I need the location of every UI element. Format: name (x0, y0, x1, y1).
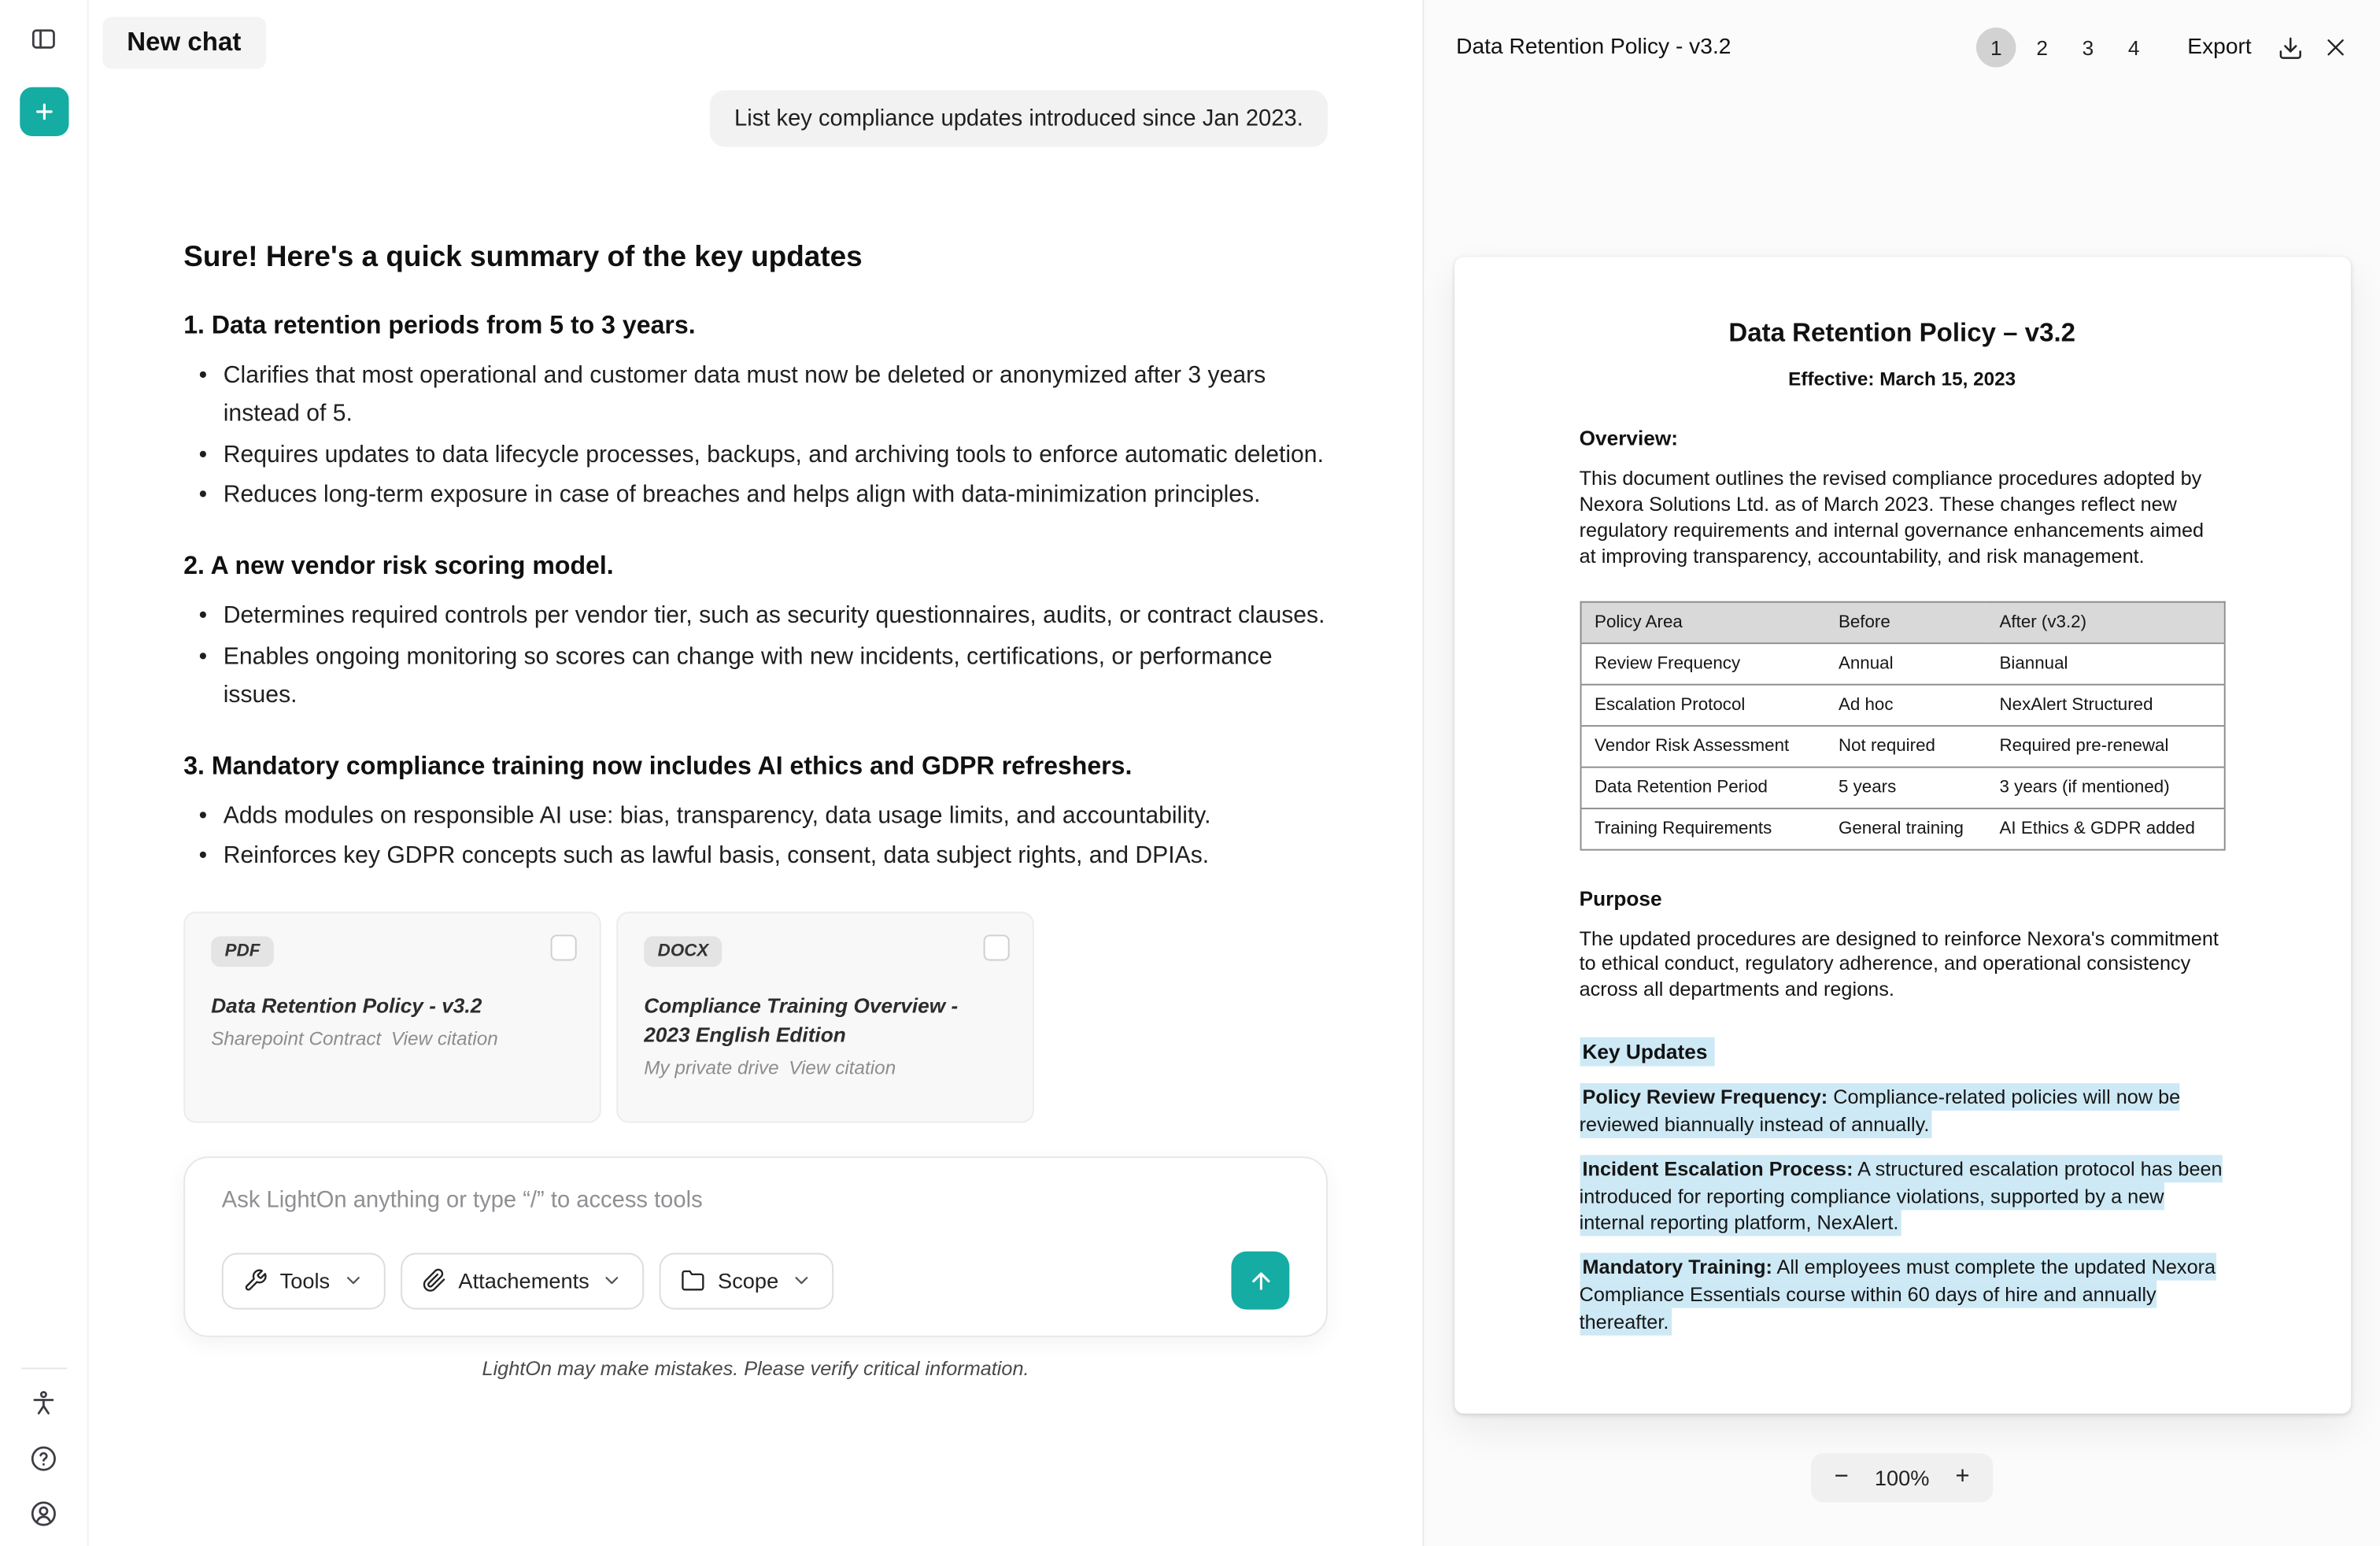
close-icon (2323, 35, 2348, 60)
page-button-1[interactable]: 1 (1976, 28, 2016, 68)
profile-icon (29, 1500, 58, 1529)
key-update-text: A structured escalation protocol has been introduced for reporting compliance violations, supported by a new internal reporting platform, NexAlert. (1579, 1156, 2223, 1235)
composer-toolbar (222, 1252, 1290, 1310)
citation-checkbox[interactable] (551, 935, 577, 961)
view-citation-link[interactable]: View citation (789, 1056, 896, 1079)
download-icon (2278, 35, 2304, 61)
view-citation-link[interactable]: View citation (390, 1028, 498, 1050)
table-header-cell: Before (1824, 601, 1986, 642)
tools-label: Tools (279, 1268, 331, 1293)
table-cell: Not required (1824, 725, 1986, 766)
table-cell: Vendor Risk Assessment (1580, 725, 1825, 766)
answer-section-2 (183, 553, 1328, 716)
sidebar-toggle-button[interactable] (29, 24, 58, 54)
chat-panel (89, 0, 1423, 1546)
table-cell: Ad hoc (1824, 684, 1986, 725)
table-cell: Biannual (1986, 642, 2224, 683)
key-update-label: Incident Escalation Process: (1582, 1156, 1853, 1180)
export-button[interactable]: Export (2187, 35, 2252, 60)
help-button[interactable] (29, 1444, 58, 1474)
table-cell: Required pre-renewal (1986, 725, 2224, 766)
citation-title: Data Retention Policy - v3.2 (211, 994, 482, 1018)
section-title: 3. Mandatory compliance training now includes AI ethics and GDPR refreshers. (183, 752, 1133, 780)
key-update-text: Compliance-related policies will now be reviewed biannually instead of annually. (1579, 1085, 2181, 1136)
table-cell: NexAlert Structured (1986, 684, 2224, 725)
table-cell: General training (1824, 808, 1986, 849)
tools-icon (243, 1268, 268, 1293)
doc-purpose-heading: Purpose (1579, 886, 1662, 910)
sidebar-toggle-icon (29, 24, 58, 54)
zoom-out-button[interactable]: − (1834, 1463, 1849, 1490)
user-message-bubble: List key compliance updates introduced since Jan 2023. (710, 91, 1328, 147)
key-update-label: Policy Review Frequency: (1582, 1085, 1828, 1108)
citation-card-pdf[interactable] (183, 912, 601, 1123)
viewer-document-title: Data Retention Policy - v3.2 (1456, 35, 1731, 60)
citation-source: Sharepoint Contract (211, 1028, 382, 1050)
bullet-item: • Enables ongoing monitoring so scores can change with new incidents, certifications, or performance issues. (183, 639, 1328, 715)
chat-input[interactable] (222, 1187, 1290, 1213)
key-update-item (1580, 1083, 2225, 1138)
send-button[interactable] (1231, 1252, 1289, 1310)
table-row (1580, 808, 2224, 849)
bullet-item: • Adds modules on responsible AI use: bias, transparency, data usage limits, and accountability. (183, 798, 1328, 836)
citation-cards (183, 912, 1328, 1123)
document-page (1454, 257, 2350, 1413)
table-header-cell: After (v3.2) (1986, 601, 2224, 642)
rail-divider (20, 1367, 66, 1369)
table-row (1580, 767, 2224, 808)
citation-title: Compliance Training Overview - 2023 English Edition (644, 994, 959, 1047)
answer-section-1 (183, 312, 1328, 516)
table-cell: Review Frequency (1580, 642, 1825, 683)
citation-meta (211, 1028, 574, 1049)
new-chat-plus-icon (30, 98, 57, 125)
table-header-cell: Policy Area (1580, 601, 1825, 642)
bullet-item: • Reinforces key GDPR concepts such as lawful basis, consent, data subject rights, and DPIAs. (183, 839, 1328, 877)
highlighted-text (1580, 1082, 2181, 1137)
zoom-level: 100% (1874, 1465, 1930, 1490)
table-header-row (1580, 601, 2224, 642)
table-cell: Escalation Protocol (1580, 684, 1825, 725)
citation-source: My private drive (644, 1056, 779, 1079)
table-cell: Data Retention Period (1580, 767, 1825, 808)
table-cell: Annual (1824, 642, 1986, 683)
key-update-label: Mandatory Training: (1582, 1256, 1772, 1279)
answer-section-3 (183, 752, 1328, 877)
citation-checkbox[interactable] (984, 935, 1010, 961)
file-type-badge: DOCX (644, 937, 722, 967)
disclaimer-text: LightOn may make mistakes. Please verify critical information. (482, 1357, 1029, 1381)
close-viewer-button[interactable] (2323, 35, 2348, 60)
table-row (1580, 642, 2224, 683)
new-chat-button[interactable] (19, 87, 68, 136)
attachments-label: Attachements (458, 1268, 589, 1293)
table-row (1580, 725, 2224, 766)
table-cell: 3 years (if mentioned) (1986, 767, 2224, 808)
section-title: 2. A new vendor risk scoring model. (183, 552, 614, 580)
tools-button[interactable] (222, 1252, 385, 1309)
chat-header (89, 0, 1423, 68)
document-viewer-panel (1422, 0, 2380, 1546)
bullet-item: • Reduces long-term exposure in case of breaches and helps align with data-minimization principles. (183, 478, 1328, 516)
scope-folder-icon (681, 1268, 705, 1293)
table-row (1580, 684, 2224, 725)
message-composer (183, 1157, 1328, 1337)
doc-effective-date: Effective: March 15, 2023 (1788, 368, 2016, 390)
key-update-item (1580, 1156, 2225, 1238)
scope-label: Scope (718, 1268, 779, 1293)
attachments-button[interactable] (401, 1252, 645, 1309)
viewer-header (1424, 0, 2380, 94)
citation-card-docx[interactable] (616, 912, 1034, 1123)
section-title: 1. Data retention periods from 5 to 3 years. (183, 312, 696, 340)
citation-meta (644, 1057, 1007, 1078)
zoom-in-button[interactable]: + (1955, 1463, 1970, 1490)
profile-button[interactable] (29, 1500, 58, 1529)
bullet-item: • Clarifies that most operational and customer data must now be deleted or anonymized after 3 years instead of 5. (183, 358, 1328, 434)
page-button-3[interactable]: 3 (2068, 28, 2108, 68)
doc-key-updates-heading: Key Updates (1580, 1037, 1716, 1067)
table-cell: Training Requirements (1580, 808, 1825, 849)
page-button-2[interactable]: 2 (2022, 28, 2062, 68)
user-message-row (183, 91, 1328, 147)
scope-button[interactable] (660, 1252, 833, 1309)
chevron-down-icon (342, 1270, 364, 1291)
bullet-list (183, 358, 1328, 516)
bullet-item: • Determines required controls per vendor tier, such as security questionnaires, audits, or contract clauses. (183, 598, 1328, 636)
highlighted-text (1580, 1155, 2223, 1237)
table-cell: 5 years (1824, 767, 1986, 808)
assistant-intro-heading: Sure! Here's a quick summary of the key updates (183, 242, 863, 274)
left-rail (0, 0, 89, 1546)
page-title: New chat (102, 17, 265, 68)
table-cell: AI Ethics & GDPR added (1986, 808, 2224, 849)
page-button-4[interactable]: 4 (2114, 28, 2154, 68)
help-icon (29, 1444, 58, 1474)
policy-comparison-table (1580, 601, 2225, 850)
chevron-down-icon (791, 1270, 812, 1291)
zoom-controls (1812, 1453, 1993, 1502)
key-update-item (1580, 1254, 2225, 1337)
chevron-down-icon (601, 1270, 623, 1291)
doc-purpose-text: The updated procedures are designed to reinforce Nexora's commitment to ethical conduct, regulatory adherence, and operational consistency across all departments and regions. (1579, 926, 2219, 1001)
send-arrow-icon (1247, 1267, 1273, 1293)
download-button[interactable] (2278, 35, 2304, 61)
bullet-list (183, 798, 1328, 877)
attachment-icon (422, 1268, 446, 1293)
doc-overview-text: This document outlines the revised compliance procedures adopted by Nexora Solutions Ltd. as of March 2023. These changes reflect new regulatory requirements and internal governance enhancements aimed at improving transparency, accountability, and risk management. (1579, 466, 2204, 568)
key-update-text: All employees must complete the updated Nexora Compliance Essentials course within 60 days of hire and annually thereafter. (1579, 1256, 2216, 1334)
highlighted-text (1580, 1253, 2216, 1336)
bullet-list (183, 598, 1328, 715)
chat-thread (183, 68, 1328, 1380)
rail-bottom-icons (29, 1389, 58, 1529)
bullet-item: • Requires updates to data lifecycle processes, backups, and archiving tools to enforce automatic deletion. (183, 437, 1328, 475)
doc-overview-heading: Overview: (1579, 427, 1679, 450)
doc-title: Data Retention Policy – v3.2 (1728, 318, 2076, 348)
file-type-badge: PDF (211, 937, 274, 967)
page-selector (1976, 28, 2153, 68)
accessibility-button[interactable] (29, 1389, 58, 1418)
accessibility-icon (29, 1389, 58, 1418)
